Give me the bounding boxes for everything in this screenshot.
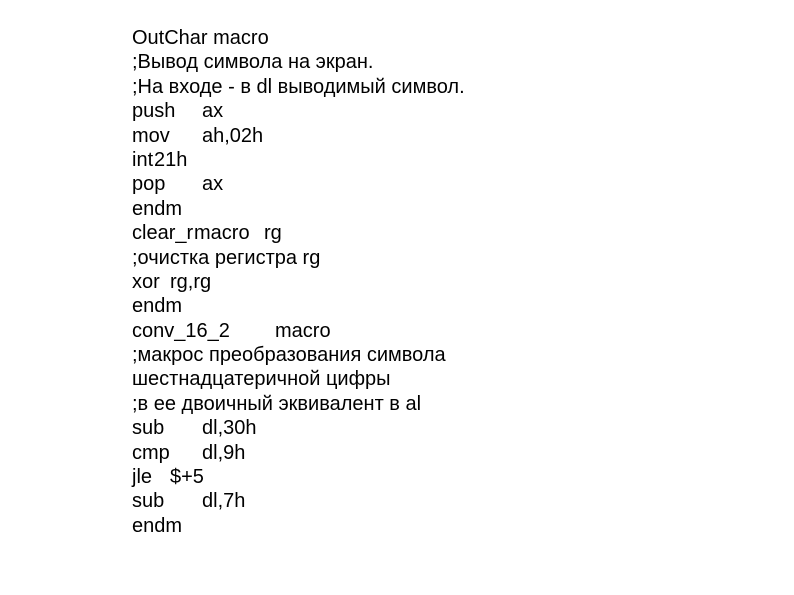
- code-line-9-operand: macro: [194, 222, 250, 245]
- code-line-5-instruction: mov: [132, 124, 170, 147]
- code-line-18: [132, 441, 752, 465]
- code-line-7-instruction: pop: [132, 173, 166, 196]
- code-line-2-text: ;Вывод символа на экран.: [132, 51, 374, 74]
- code-line-11: [132, 270, 752, 294]
- code-line-21: [132, 514, 752, 538]
- code-line-15: [132, 367, 752, 391]
- code-line-20-instruction: sub: [132, 490, 165, 513]
- code-line-9-instruction: clear_r: [132, 222, 194, 245]
- code-line-6: [132, 148, 752, 172]
- code-line-13-operand: macro: [275, 319, 331, 342]
- code-line-1-text: OutChar macro: [132, 27, 269, 49]
- code-line-8-text: endm: [132, 197, 183, 220]
- code-line-16-text: ;в ее двоичный эквивалент в al: [132, 392, 422, 415]
- code-line-4-operand: ax: [202, 100, 224, 123]
- code-line-14-text: ;макрос преобразования символа: [132, 344, 446, 367]
- code-line-18-operand: dl,9h: [202, 441, 246, 464]
- code-line-18-instruction: cmp: [132, 441, 170, 464]
- code-line-4: [132, 99, 752, 123]
- code-line-17: [132, 416, 752, 440]
- code-line-6-instruction: int: [132, 148, 154, 171]
- code-line-20: [132, 489, 752, 513]
- code-line-15-text: шестнадцатеричной цифры: [132, 368, 391, 391]
- code-line-3-text: ;На входе - в dl выводимый символ.: [132, 75, 465, 98]
- code-line-20-operand: dl,7h: [202, 490, 246, 513]
- code-line-6-operand: 21h: [154, 148, 188, 171]
- code-line-5: [132, 124, 752, 148]
- code-line-7: [132, 172, 752, 196]
- code-line-8: [132, 197, 752, 221]
- code-line-19: [132, 465, 752, 489]
- code-line-3: [132, 75, 752, 99]
- code-line-11-instruction: xor: [132, 270, 160, 293]
- code-line-19-instruction: jle: [132, 466, 153, 489]
- code-line-21-text: endm: [132, 514, 183, 537]
- code-line-13-instruction: conv_16_2: [132, 319, 230, 342]
- code-line-11-operand: rg,rg: [170, 270, 212, 293]
- code-line-10: [132, 246, 752, 270]
- code-line-1: [132, 26, 752, 50]
- code-line-9-operand-2: rg: [264, 222, 282, 245]
- code-line-7-operand: ax: [202, 173, 224, 196]
- code-line-10-text: ;очистка регистра rg: [132, 246, 321, 269]
- code-line-16: [132, 392, 752, 416]
- code-line-9: [132, 221, 752, 245]
- code-line-19-operand: $+5: [170, 466, 204, 489]
- code-line-17-instruction: sub: [132, 417, 165, 440]
- macro-code-listing: [132, 26, 752, 538]
- code-line-13: [132, 319, 752, 343]
- code-line-12: [132, 294, 752, 318]
- code-line-17-operand: dl,30h: [202, 417, 257, 440]
- code-line-2: [132, 50, 752, 74]
- code-line-4-instruction: push: [132, 100, 176, 123]
- code-line-14: [132, 343, 752, 367]
- code-line-12-text: endm: [132, 295, 183, 318]
- code-line-5-operand: ah,02h: [202, 124, 264, 147]
